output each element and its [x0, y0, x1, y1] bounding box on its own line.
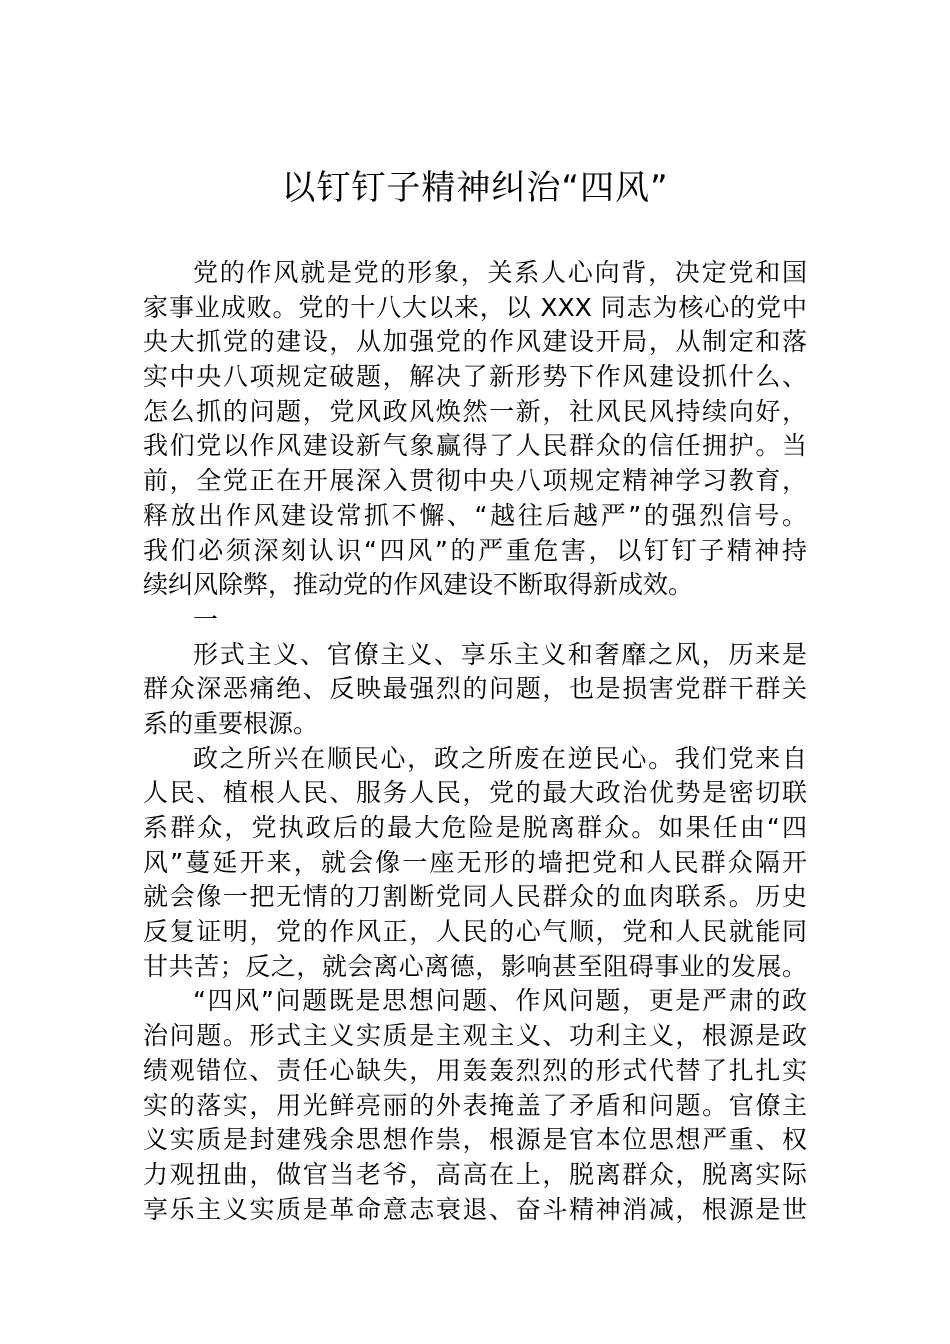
text-line: 续纠风除弊，推动党的作风建设不断取得新成效。 [143, 570, 694, 600]
text-line: 前，全党正在开展深入贯彻中央八项规定精神学习教育， [143, 466, 807, 496]
text-line: 治问题。形式主义实质是主观主义、功利主义，根源是政 [143, 1021, 807, 1051]
text-line: 反复证明，党的作风正，人民的心气顺，党和人民就能同 [143, 917, 807, 947]
text-line: 系群众，党执政后的最大危险是脱离群众。如果任由“四 [143, 813, 807, 842]
text-line: 甘共苦；反之，就会离心离德，影响甚至阻碍事业的发展。 [143, 951, 807, 981]
text-line: 绩观错位、责任心缺失，用轰轰烈烈的形式代替了扎扎实 [143, 1055, 807, 1085]
document-body [143, 256, 807, 1227]
text-line: 央大抓党的建设，从加强党的作风建设开局，从制定和落 [143, 327, 807, 357]
text-line: 家事业成败。党的十八大以来，以 XXX 同志为核心的党中 [143, 292, 807, 322]
text-line: 释放出作风建设常抓不懈、“越往后越严”的强烈信号。 [143, 500, 807, 530]
text-line: 我们党以作风建设新气象赢得了人民群众的信任拥护。当 [143, 431, 807, 461]
text-line: “四风”问题既是思想问题、作风问题，更是严肃的政 [193, 986, 807, 1016]
text-line: 享乐主义实质是革命意志衰退、奋斗精神消减，根源是世 [143, 1194, 807, 1224]
text-line: 实的落实，用光鲜亮丽的外表掩盖了矛盾和问题。官僚主 [143, 1090, 807, 1120]
document-title: 以钉钉子精神纠治“四风” [281, 168, 669, 208]
text-line: 风”蔓延开来，就会像一座无形的墙把党和人民群众隔开 [143, 847, 807, 877]
text-line: 义实质是封建残余思想作祟，根源是官本位思想严重、权 [143, 1125, 807, 1155]
text-line: 怎么抓的问题，党风政风焕然一新，社风民风持续向好， [143, 396, 807, 426]
text-line: 人民、植根人民、服务人民，党的最大政治优势是密切联 [143, 778, 807, 808]
text-line: 群众深恶痛绝、反映最强烈的问题，也是损害党群干群关 [143, 674, 807, 704]
text-line: 党的作风就是党的形象，关系人心向背，决定党和国 [193, 258, 807, 287]
text-line: 政之所兴在顺民心，政之所废在逆民心。我们党来自 [193, 743, 807, 773]
text-line: 一 [193, 604, 219, 634]
text-line: 形式主义、官僚主义、享乐主义和奢靡之风，历来是 [193, 639, 807, 669]
text-line: 系的重要根源。 [143, 708, 319, 738]
text-line: 力观扭曲，做官当老爷，高高在上，脱离群众，脱离实际 [143, 1159, 807, 1189]
text-line: 就会像一把无情的刀割断党同人民群众的血肉联系。历史 [143, 882, 807, 912]
text-line: 我们必须深刻认识“四风”的严重危害，以钉钉子精神持 [143, 535, 807, 565]
text-line: 实中央八项规定破题，解决了新形势下作风建设抓什么、 [143, 362, 807, 392]
